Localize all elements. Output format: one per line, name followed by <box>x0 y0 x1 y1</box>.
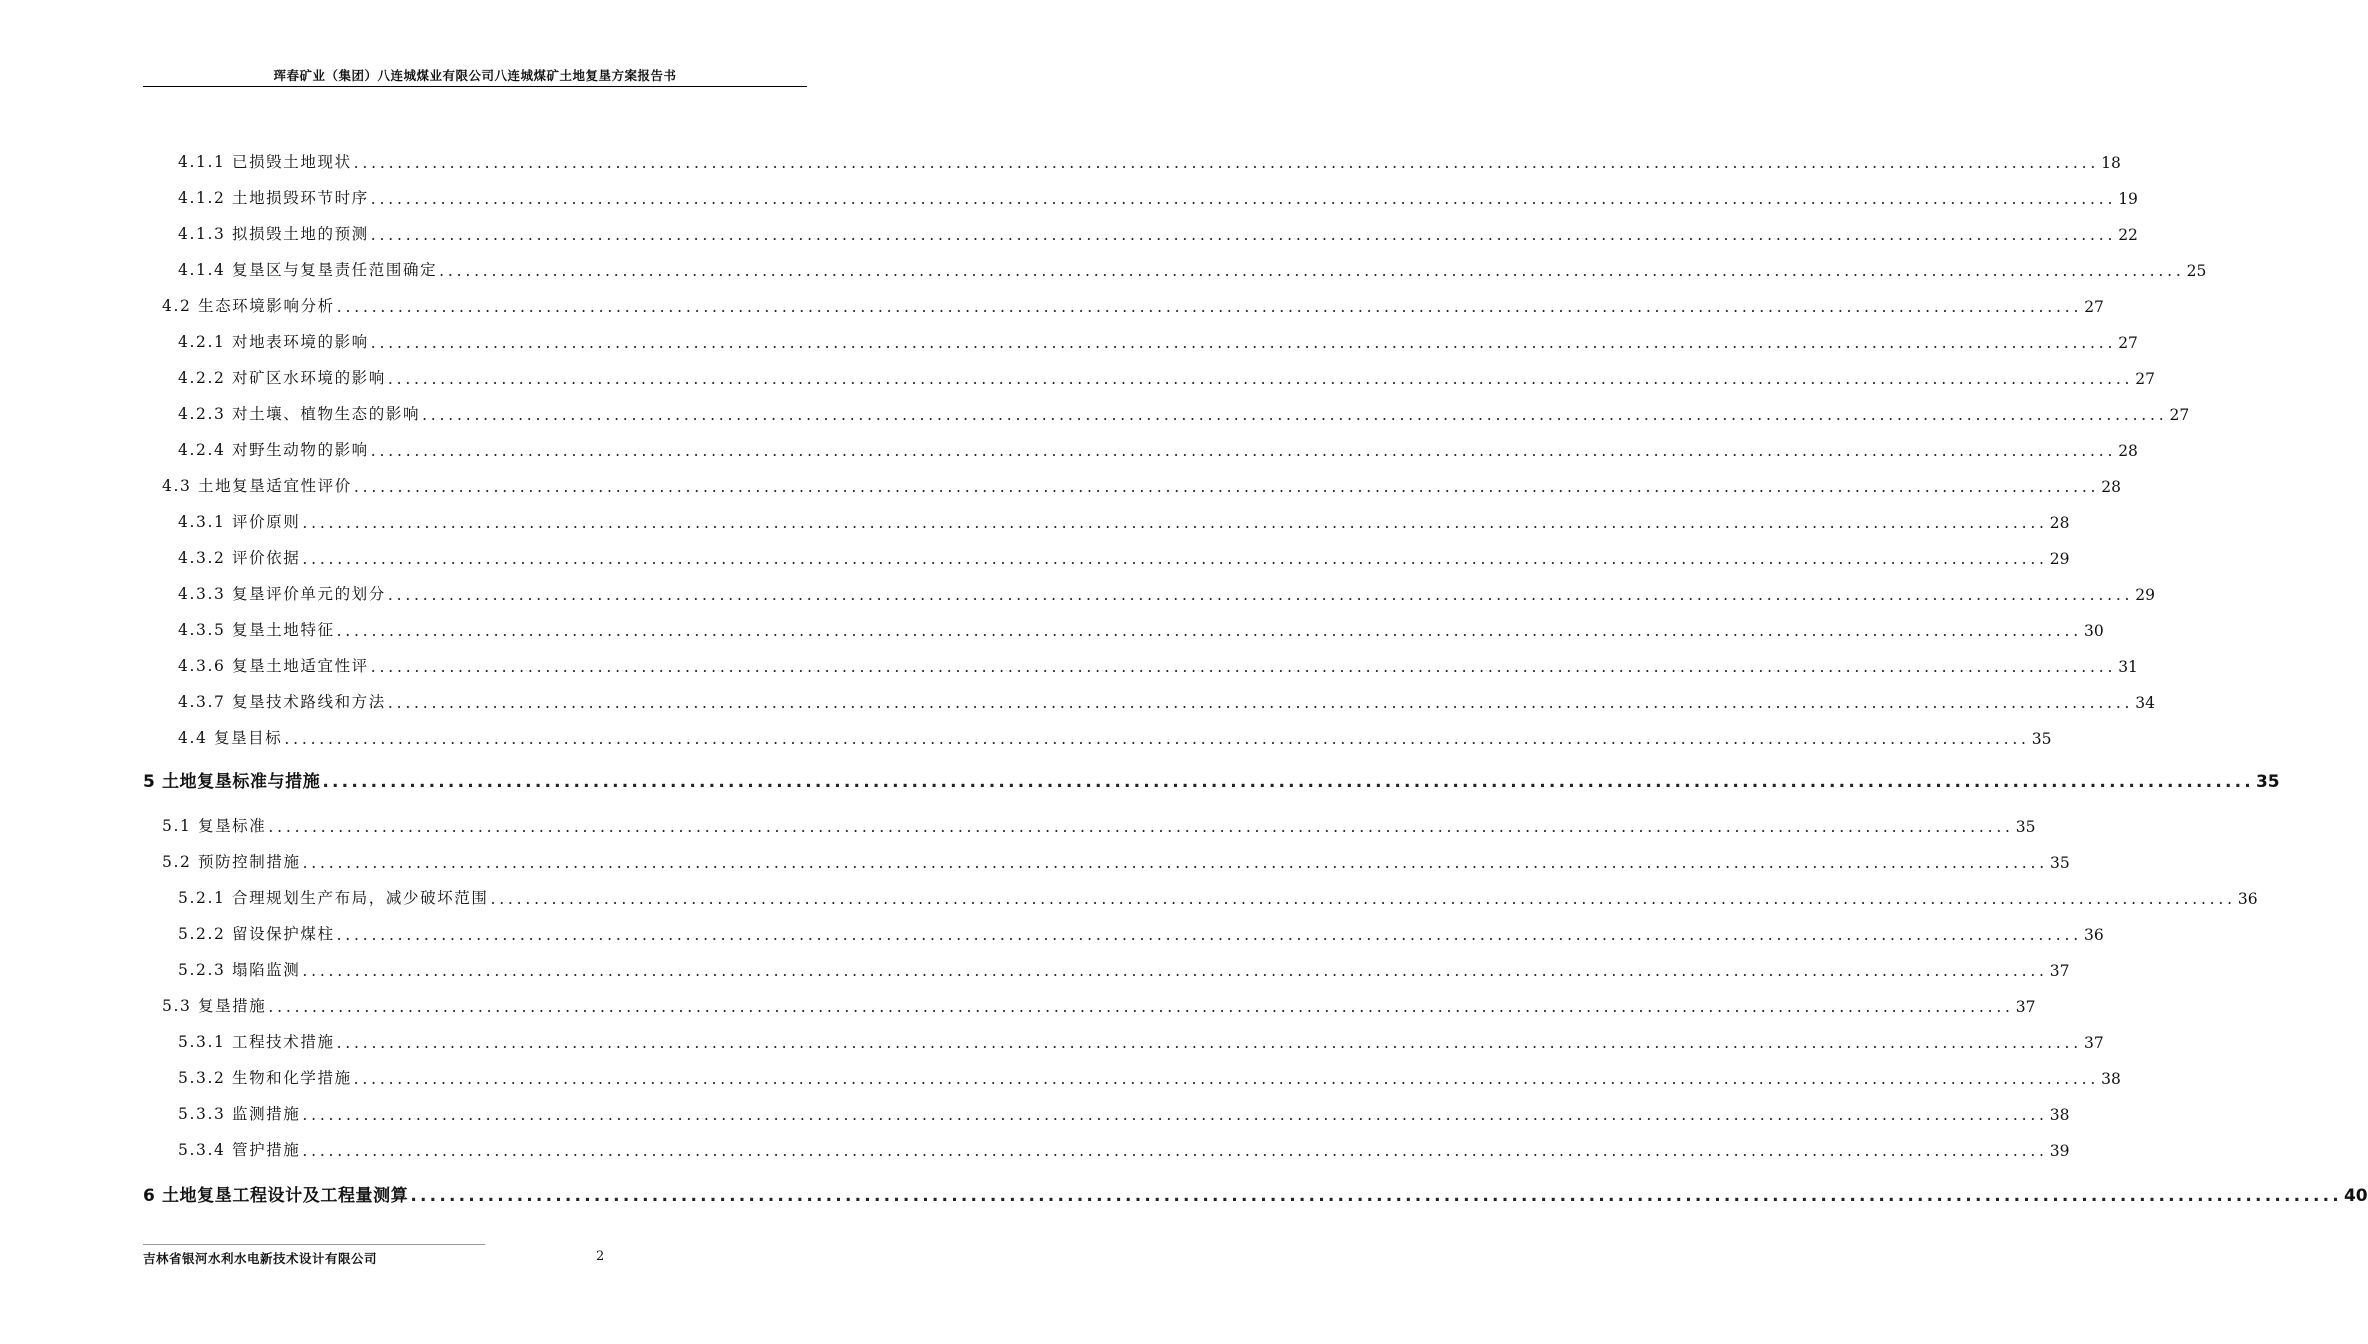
toc-entry-label: 4.2.3 对土壤、植物生态的影响 <box>178 405 421 423</box>
footer-rule <box>143 1244 485 1245</box>
toc-entry-page: 36 <box>2237 890 2258 908</box>
toc-entry[interactable] <box>178 956 2070 980</box>
toc-entry[interactable] <box>178 652 2138 676</box>
toc-leader-dots: ........................................................................................................................................................................................................ <box>387 586 2134 604</box>
toc-entry[interactable] <box>143 1182 2368 1206</box>
toc-entry[interactable] <box>162 812 2036 836</box>
toc-entry-label: 5.3.3 监测措施 <box>178 1105 301 1123</box>
toc-leader-dots: ........................................................................................................................................................................................................ <box>268 998 2014 1016</box>
toc-entry-page: 35 <box>2255 772 2280 792</box>
toc-entry[interactable] <box>178 616 2104 640</box>
toc-leader-dots: ........................................................................................................................................................................................................ <box>387 694 2134 712</box>
toc-entry-label: 4.3.2 评价依据 <box>178 549 301 567</box>
toc-entry-page: 34 <box>2135 694 2156 712</box>
toc-leader-dots: ........................................................................................................................................................................................................ <box>302 854 2048 872</box>
toc-entry-page: 28 <box>2101 478 2122 496</box>
toc-leader-dots: ........................................................................................................................................................................................................ <box>370 190 2117 208</box>
toc-leader-dots: ........................................................................................................................................................................................................ <box>387 370 2134 388</box>
toc-entry-page: 27 <box>2169 406 2190 424</box>
toc-entry-page: 29 <box>2135 586 2156 604</box>
footer-page-number: 2 <box>596 1249 605 1264</box>
toc-entry[interactable] <box>178 1064 2121 1088</box>
toc-entry[interactable] <box>178 436 2138 460</box>
toc-entry-label: 4.2.1 对地表环境的影响 <box>178 333 369 351</box>
toc-entry-page: 27 <box>2135 370 2156 388</box>
toc-entry[interactable] <box>178 364 2156 388</box>
toc-entry-label: 4.1.4 复垦区与复垦责任范围确定 <box>178 261 438 279</box>
toc-entry-page: 40 <box>2343 1186 2368 1206</box>
toc-leader-dots: ........................................................................................................................................................................................................ <box>353 154 2100 172</box>
toc-leader-dots: ........................................................................................................................................................................................................ <box>336 622 2082 640</box>
toc-leader-dots: ........................................................................................................................................................................................................ <box>336 1034 2082 1052</box>
toc-entry[interactable] <box>162 992 2036 1016</box>
toc-entry-label: 4.1.2 土地损毁环节时序 <box>178 189 369 207</box>
toc-entry-label: 4.2.2 对矿区水环境的影响 <box>178 369 386 387</box>
toc-entry-page: 25 <box>2186 262 2207 280</box>
toc-leader-dots: ........................................................................................................................................................................................................ <box>353 1070 2100 1088</box>
toc-entry-label: 5.3.4 管护措施 <box>178 1141 301 1159</box>
toc-leader-dots: ........................................................................................................................................................................................................ <box>268 818 2014 836</box>
toc-entry[interactable] <box>178 148 2121 172</box>
toc-entry-label: 4.3.7 复垦技术路线和方法 <box>178 693 386 711</box>
toc-entry-page: 37 <box>2049 962 2070 980</box>
toc-entry-label: 4.3 土地复垦适宜性评价 <box>162 477 352 495</box>
toc-leader-dots: ........................................................................................................................................................................................................ <box>370 658 2117 676</box>
toc-entry[interactable] <box>143 768 2280 792</box>
page-header-title: 珲春矿业（集团）八连城煤业有限公司八连城煤矿土地复垦方案报告书 <box>273 68 677 83</box>
toc-entry-label: 4.3.3 复垦评价单元的划分 <box>178 585 386 603</box>
toc-entry[interactable] <box>178 1100 2070 1124</box>
toc-entry-label: 4.4 复垦目标 <box>178 729 283 747</box>
toc-leader-dots: ........................................................................................................................................................................................................ <box>422 406 2168 424</box>
toc-entry-label: 6 土地复垦工程设计及工程量测算 <box>143 1186 409 1206</box>
toc-entry[interactable] <box>178 328 2138 352</box>
toc-entry-page: 38 <box>2101 1070 2121 1088</box>
toc-entry-label: 5 土地复垦标准与措施 <box>143 772 321 792</box>
toc-leader-dots: ........................................................................................................................................................................................................ <box>490 890 2236 908</box>
toc-leader-dots: ........................................................................................................................................................................................................ <box>336 298 2083 316</box>
toc-entry-page: 31 <box>2118 658 2138 676</box>
toc-entry-label: 5.2.2 留设保护煤柱 <box>178 925 335 943</box>
toc-entry[interactable] <box>178 544 2070 568</box>
toc-entry-page: 36 <box>2083 926 2104 944</box>
toc-entry[interactable] <box>162 292 2104 316</box>
toc-leader-dots: ........................................................................................................................................................................................................ <box>353 478 2100 496</box>
toc-entry[interactable] <box>178 184 2138 208</box>
toc-entry-page: 30 <box>2083 622 2104 640</box>
toc-entry-label: 5.2 预防控制措施 <box>162 853 301 871</box>
toc-entry-page: 35 <box>2031 730 2052 748</box>
toc-entry-label: 4.3.5 复垦土地特征 <box>178 621 335 639</box>
toc-entry-label: 4.2.4 对野生动物的影响 <box>178 441 369 459</box>
toc-leader-dots: ........................................................................................................................................................................................................ <box>370 226 2117 244</box>
toc-entry-page: 37 <box>2083 1034 2104 1052</box>
toc-entry-label: 5.2.1 合理规划生产布局，减少破坏范围 <box>178 889 489 907</box>
toc-entry-label: 4.3.1 评价原则 <box>178 513 301 531</box>
toc-entry-page: 18 <box>2101 154 2121 172</box>
toc-entry-page: 38 <box>2049 1106 2070 1124</box>
toc-leader-dots: ........................................................................................................................................................................................................ <box>284 730 2030 748</box>
toc-entry-page: 35 <box>2015 818 2036 836</box>
toc-entry-page: 39 <box>2049 1142 2070 1160</box>
toc-entry[interactable] <box>178 724 2052 748</box>
toc-entry-label: 5.1 复垦标准 <box>162 817 267 835</box>
toc-entry[interactable] <box>178 400 2190 424</box>
footer-company: 吉林省银河水利水电新技术设计有限公司 <box>143 1251 378 1266</box>
toc-entry-label: 4.3.6 复垦土地适宜性评 <box>178 657 369 675</box>
toc-entry-label: 5.2.3 塌陷监测 <box>178 961 301 979</box>
toc-entry[interactable] <box>178 1028 2104 1052</box>
toc-leader-dots: ........................................................................................................................................................................................................ <box>370 334 2117 352</box>
toc-leader-dots: ........................................................................................................................................................................................................ <box>439 262 2185 280</box>
toc-leader-dots: ........................................................................................................................................................................................................ <box>336 926 2082 944</box>
toc-entry[interactable] <box>178 688 2156 712</box>
toc-entry-page: 19 <box>2118 190 2138 208</box>
toc-entry[interactable] <box>178 508 2070 532</box>
toc-entry[interactable] <box>162 472 2122 496</box>
toc-entry-page: 27 <box>2084 298 2104 316</box>
toc-entry-page: 29 <box>2049 550 2070 568</box>
toc-leader-dots: ........................................................................................................................................................................................................ <box>302 1106 2048 1124</box>
toc-entry-label: 5.3.2 生物和化学措施 <box>178 1069 352 1087</box>
toc-entry-page: 28 <box>2049 514 2070 532</box>
toc-leader-dots: ........................................................................................................................................................................................................ <box>410 1186 2342 1206</box>
toc-entry[interactable] <box>178 220 2138 244</box>
toc-entry-label: 4.2 生态环境影响分析 <box>162 297 335 315</box>
toc-entry[interactable] <box>162 848 2070 872</box>
toc-entry[interactable] <box>178 256 2207 280</box>
toc-entry-page: 22 <box>2118 226 2138 244</box>
toc-leader-dots: ........................................................................................................................................................................................................ <box>302 550 2048 568</box>
toc-entry-label: 5.3.1 工程技术措施 <box>178 1033 335 1051</box>
toc-entry-page: 35 <box>2049 854 2070 872</box>
toc-leader-dots: ........................................................................................................................................................................................................ <box>322 772 2254 792</box>
toc-entry-page: 28 <box>2118 442 2138 460</box>
toc-leader-dots: ........................................................................................................................................................................................................ <box>302 1142 2048 1160</box>
toc-entry-label: 4.1.1 已损毁土地现状 <box>178 153 352 171</box>
toc-entry[interactable] <box>178 1136 2070 1160</box>
toc-leader-dots: ........................................................................................................................................................................................................ <box>302 514 2048 532</box>
toc-entry-page: 27 <box>2118 334 2138 352</box>
toc-entry[interactable] <box>178 884 2258 908</box>
toc-leader-dots: ........................................................................................................................................................................................................ <box>370 442 2117 460</box>
toc-entry-label: 4.1.3 拟损毁土地的预测 <box>178 225 369 243</box>
toc-leader-dots: ........................................................................................................................................................................................................ <box>302 962 2048 980</box>
toc-entry-page: 37 <box>2015 998 2036 1016</box>
toc-entry-label: 5.3 复垦措施 <box>162 997 267 1015</box>
toc-entry[interactable] <box>178 920 2104 944</box>
toc-entry[interactable] <box>178 580 2156 604</box>
